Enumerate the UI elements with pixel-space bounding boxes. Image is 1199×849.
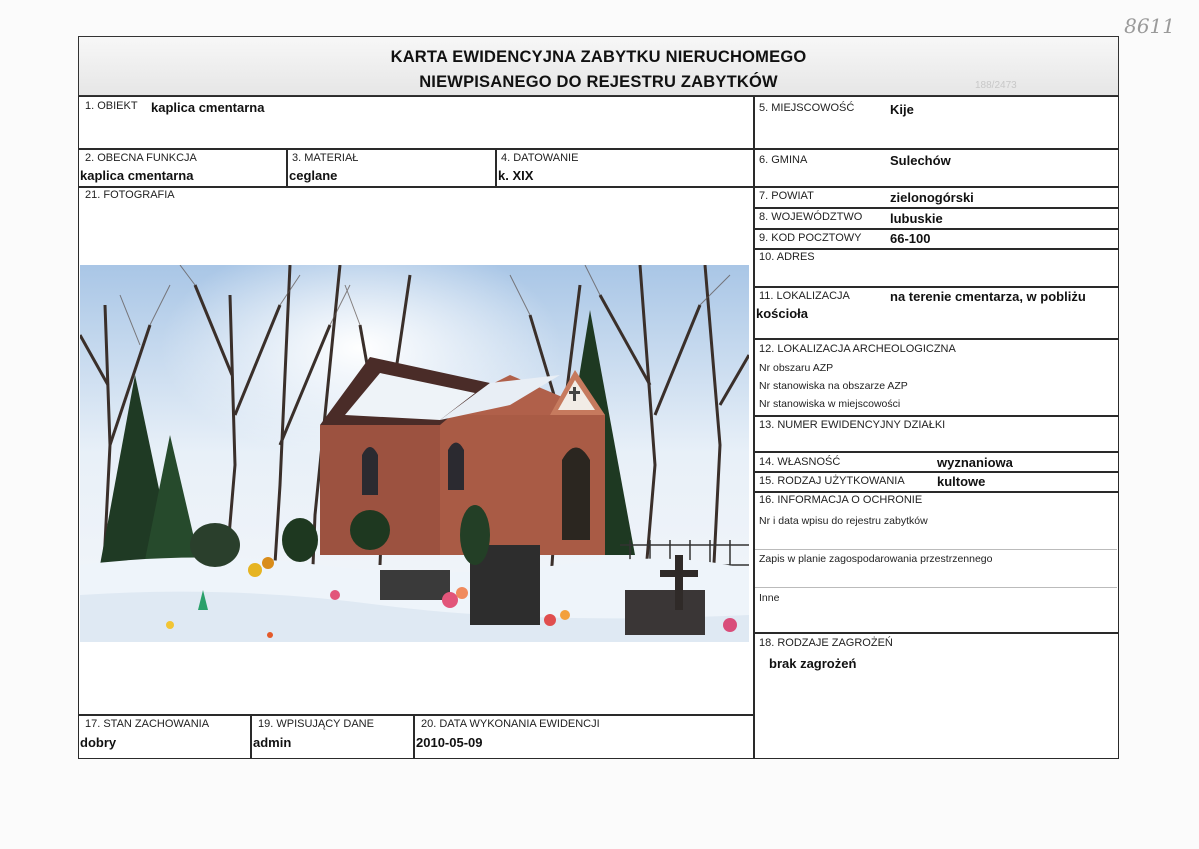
field-label: 17. STAN ZACHOWANIA [85,718,210,730]
field-rodzaje-zagrozen [754,633,1119,759]
plan-entry-line: Zapis w planie zagospodarowania przestrzennego [759,553,993,565]
field-label: 7. POWIAT [759,190,814,202]
field-value: na terenie cmentarza, w pobliżu [890,289,1086,304]
field-material [287,149,496,187]
field-value: lubuskie [890,211,943,226]
form-title-line2: NIEWPISANEGO DO REJESTRU ZABYTKÓW [419,73,778,91]
field-informacja-o-ochronie [754,492,1119,633]
field-obecna-funkcja [78,149,287,187]
field-label: 3. MATERIAŁ [292,152,359,164]
field-value: kultowe [937,474,986,489]
locality-site-line: Nr stanowiska w miejscowości [759,398,901,410]
field-wlasnosc [754,452,1119,472]
field-rodzaj-uzytkowania [754,472,1119,492]
field-value: 66-100 [890,231,931,246]
field-miejscowosc [754,96,1119,149]
form-header [78,36,1119,96]
register-entry-line: Nr i data wpisu do rejestru zabytków [759,515,928,527]
field-kod-pocztowy [754,229,1119,249]
field-lokalizacja-archeologiczna [754,339,1119,416]
azp-site-line: Nr stanowiska na obszarze AZP [759,380,908,392]
other-line: Inne [759,592,780,604]
stamp-number: 188/2473 [975,80,1017,91]
field-obiekt [78,96,754,149]
field-gmina [754,149,1119,187]
field-label: 8. WOJEWÓDZTWO [759,211,863,223]
field-label: 13. NUMER EWIDENCYJNY DZIAŁKI [759,419,946,431]
field-stan-zachowania [78,715,251,759]
field-numer-dzialki [754,416,1119,452]
field-value: ceglane [289,168,338,183]
field-datowanie [496,149,754,187]
field-label: 1. OBIEKT [85,100,138,112]
chapel-photo [80,265,749,642]
field-label: 16. INFORMACJA O OCHRONIE [759,494,923,506]
field-label: 4. DATOWANIE [501,152,579,164]
field-value: kaplica cmentarna [80,168,194,183]
field-value: Sulechów [890,153,951,168]
divider [755,587,1117,588]
field-value: dobry [80,735,117,750]
field-data-wykonania [414,715,754,759]
field-value: admin [253,735,292,750]
field-powiat [754,187,1119,208]
field-label: 12. LOKALIZACJA ARCHEOLOGICZNA [759,343,956,355]
field-label: 20. DATA WYKONANIA EWIDENCJI [421,718,600,730]
field-value: zielonogórski [890,190,974,205]
field-value: 2010-05-09 [416,735,483,750]
form-title-line1: KARTA EWIDENCYJNA ZABYTKU NIERUCHOMEGO [390,48,807,66]
field-value: k. XIX [498,168,534,183]
handwritten-number: 8611 [1124,14,1175,38]
field-wojewodztwo [754,208,1119,229]
field-label: 15. RODZAJ UŻYTKOWANIA [759,475,905,487]
field-value: brak zagrożeń [769,656,857,671]
field-value: kaplica cmentarna [151,100,265,115]
field-label: 11. LOKALIZACJA [759,290,850,302]
field-value: wyznaniowa [937,455,1013,470]
field-label: 10. ADRES [759,251,815,263]
field-value: Kije [890,102,914,117]
field-label: 6. GMINA [759,154,808,166]
field-label: 9. KOD POCZTOWY [759,232,862,244]
field-label: 21. FOTOGRAFIA [85,189,175,201]
field-lokalizacja [754,287,1119,339]
field-wpisujacy-dane [251,715,414,759]
field-adres [754,249,1119,287]
field-label: 19. WPISUJĄCY DANE [258,718,374,730]
field-value-cont: kościoła [756,306,809,321]
field-label: 18. RODZAJE ZAGROŻEŃ [759,637,893,649]
field-label: 5. MIEJSCOWOŚĆ [759,102,855,114]
field-label: 14. WŁASNOŚĆ [759,456,841,468]
divider [755,549,1117,550]
field-label: 2. OBECNA FUNKCJA [85,152,197,164]
azp-area-line: Nr obszaru AZP [759,362,834,374]
